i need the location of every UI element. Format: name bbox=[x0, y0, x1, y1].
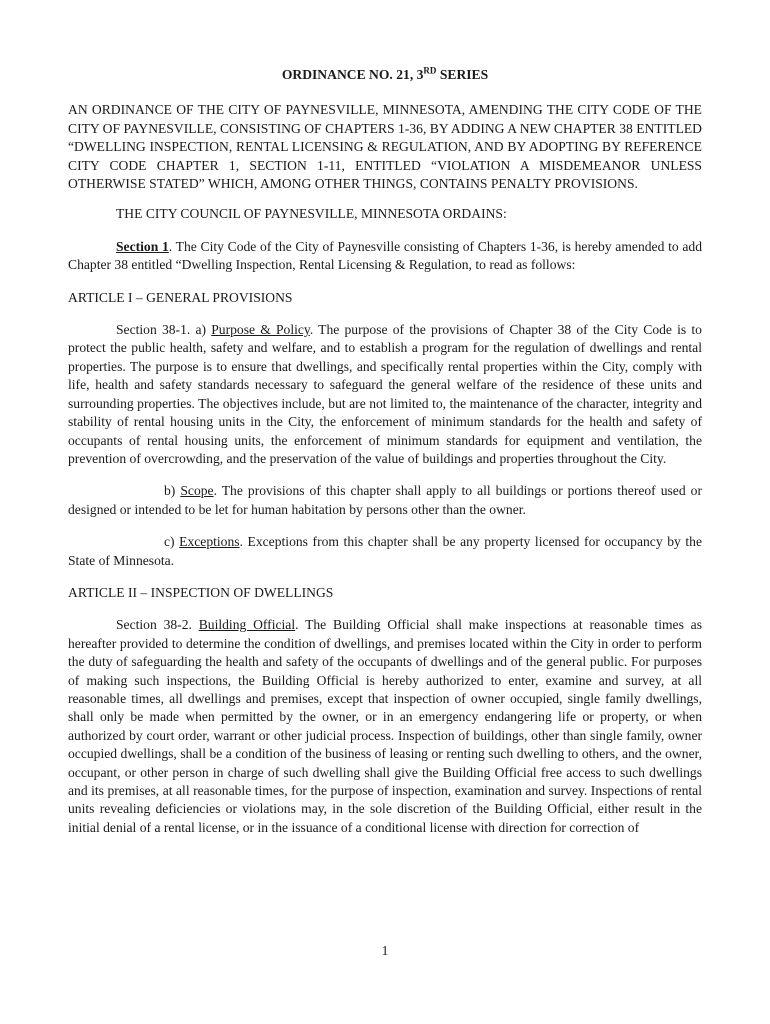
page-number: 1 bbox=[381, 943, 389, 958]
section-1-paragraph bbox=[68, 238, 702, 275]
section-38-1c-prefix: c) bbox=[164, 534, 180, 550]
section-38-1b-paragraph bbox=[68, 482, 702, 519]
section-38-1b-prefix: b) bbox=[164, 483, 181, 499]
section-1-text: . The City Code of the City of Paynesville consisting of Chapters 1-36, is hereby amended to add Chapter 38 entitled “Dwelling Inspection, Rental Licensing & Regulation, to read as follows: bbox=[68, 238, 702, 273]
section-38-1a-prefix: Section 38-1. a) bbox=[116, 322, 212, 338]
section-38-1a-paragraph bbox=[68, 321, 702, 468]
section-38-2-label: Building Official bbox=[198, 617, 296, 633]
section-38-2-paragraph bbox=[68, 616, 702, 837]
title-superscript: RD bbox=[423, 65, 437, 76]
section-38-1c-text: . Exceptions from this chapter shall be any property licensed for occupancy by the State of Minnesota. bbox=[68, 534, 702, 568]
title-suffix: SERIES bbox=[436, 67, 489, 82]
section-38-1b-text: . The provisions of this chapter shall apply to all buildings or portions thereof used or designed or intended to be let for human habitation by persons other than the owner. bbox=[68, 483, 702, 517]
council-ordains-line: THE CITY COUNCIL OF PAYNESVILLE, MINNESOTA ORDAINS: bbox=[116, 206, 507, 222]
section-38-1a-label: Purpose & Policy bbox=[211, 322, 310, 338]
section-38-1c-paragraph bbox=[68, 533, 702, 570]
article-1-heading: ARTICLE I – GENERAL PROVISIONS bbox=[68, 289, 293, 305]
section-38-1c-label: Exceptions bbox=[179, 534, 240, 550]
ordinance-preamble: AN ORDINANCE OF THE CITY OF PAYNESVILLE, MINNESOTA, AMENDING THE CITY CODE OF THE CITY OF PAYNESVILLE, CONSISTING OF CHAPTERS 1-36, BY ADDING A NEW CHAPTER 38 ENTITLED “DWELLING INSPECTION, RENTAL LICENSING & REGULATION, AND BY ADOPTING BY REFERENCE CITY CODE CHAPTER 1, SECTION 1-11, ENTITLED “VIOLATION A MISDEMEANOR UNLESS OTHERWISE STATED” WHICH, AMONG OTHER THINGS, CONTAINS PENALTY PROVISIONS. bbox=[68, 102, 702, 192]
ordinance-title bbox=[68, 66, 702, 84]
title-prefix: ORDINANCE NO. 21, 3 bbox=[281, 67, 424, 82]
section-38-2-prefix: Section 38-2. bbox=[116, 617, 199, 633]
section-1-label: Section 1 bbox=[116, 238, 169, 254]
document-page bbox=[68, 66, 702, 837]
article-2-heading: ARTICLE II – INSPECTION OF DWELLINGS bbox=[68, 584, 334, 600]
section-38-2-text: . The Building Official shall make inspections at reasonable times as hereafter provided to determine the condition of dwellings, and premises located within the City in order to perform the duty of safeguarding the health and safety of the occupants of dwellings and of the general public. For purposes of making such inspections, the Building Official is hereby authorized to enter, examine and survey, at all reasonable times, all dwellings and premises, except that inspection of owner occupied, single family dwellings, shall only be made when permitted by the owner, or in an emergency endangering life or property, or when authorized by court order, warrant or other judicial process. Inspection of buildings, other than single family, owner occupied dwellings, shall be a condition of the business of leasing or renting such dwelling to others, and the owner, occupant, or other person in charge of such dwelling shall give the Building Official free access to such dwellings and its premises, at all reasonable times, for the purpose of inspection, examination and survey. Inspections of rental units revealing deficiencies or violations may, in the sole discretion of the Building Official, either result in the initial denial of a rental license, or in the issuance of a conditional license with direction for correction of bbox=[68, 617, 703, 835]
section-38-1b-label: Scope bbox=[180, 483, 214, 499]
section-38-1a-text: . The purpose of the provisions of Chapter 38 of the City Code is to protect the public health, safety and welfare, and to establish a program for the regulation of dwellings and rental properties. The purpose is to ensure that dwellings, and specifically rental properties within the City, comply with life, health and safety standards necessary to safeguard the general welfare of the residence of these units and surrounding properties. The objectives include, but are not limited to, the maintenance of the character, integrity and stability of rental housing units in the City, the enforcement of minimum standards for the health and safety of occupants of rental housing units, the enforcement of minimum standards for equipment and ventilation, the prevention of overcrowding, and the preservation of the value of buildings and properties throughout the City. bbox=[68, 322, 702, 466]
